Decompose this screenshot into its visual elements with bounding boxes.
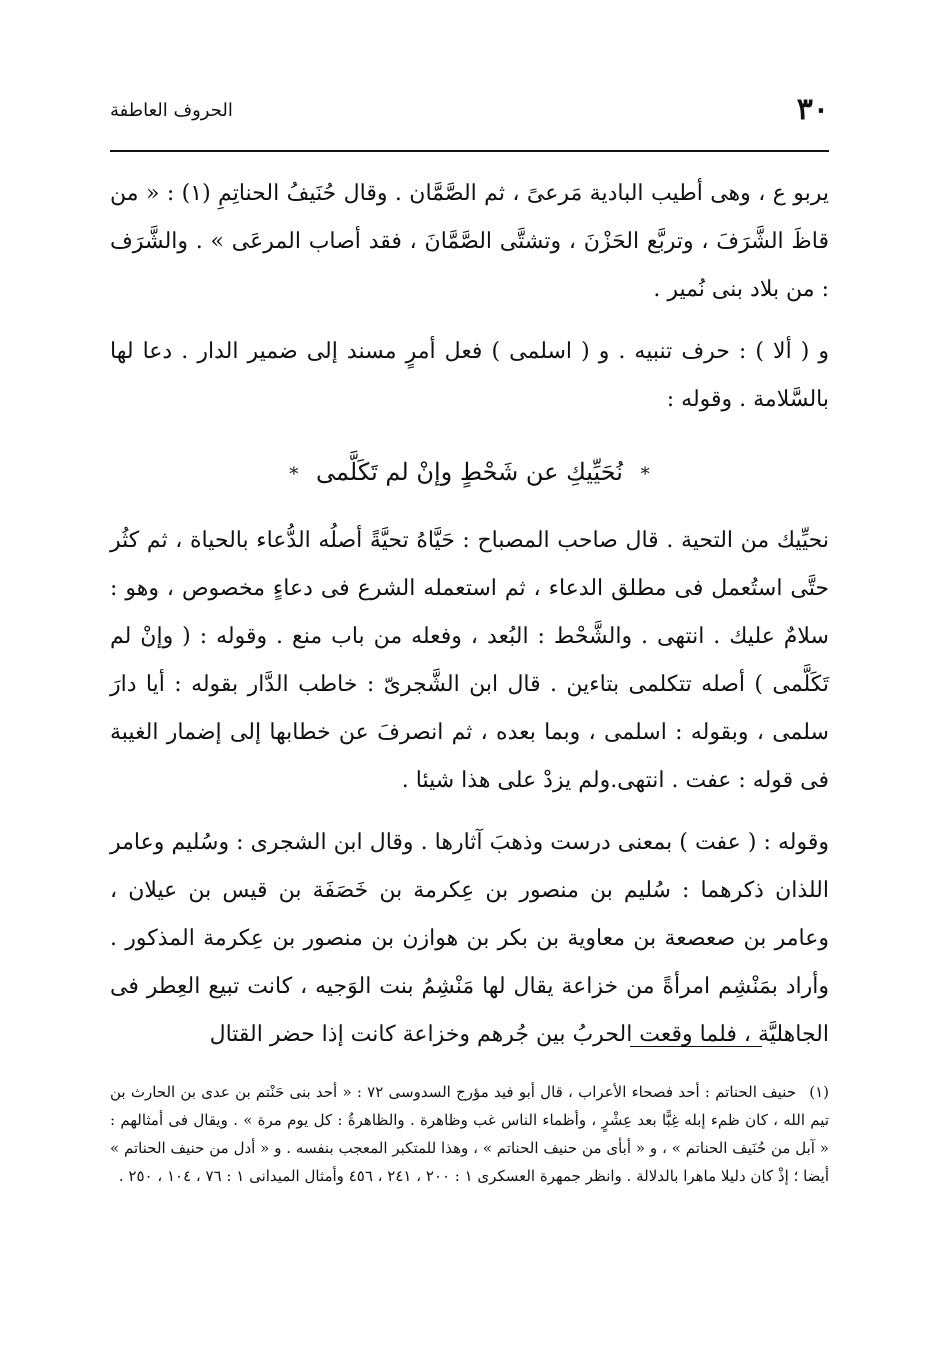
paragraph: و ( ألا ) : حرف تنبيه . و ( اسلمى ) فعل أمرٍ مسند إلى ضمير الدار . دعا لها بالسَّلامة . وقوله : [110,339,829,412]
footnote-rule [630,1046,762,1047]
running-title: الحروف العاطفة [110,100,233,121]
star-ornament: * [640,464,650,485]
header-rule [110,150,829,152]
page-header [110,92,829,140]
footnote-marker: (١) [809,1083,829,1101]
footnote [110,1078,829,1190]
footnote-text: حنيف الحناتم : أحد فصحاء الأعراب ، قال أبو فيد مؤرج السدوسى ٧٢ : « أحد بنى حَنْتم بن عدى بن الحارث بن تيم الله ، كان ظمء إبله غِبًّا بعد عِشْرٍ ، وأظماء الناس غب وظاهرة . والظاهرةُ : كل يوم مرة » . ويقال فى أمثالهم : « آبل من حُنَيف الحناتم » ، و « أبأى من حنيف الحناتم » ، وهذا للمتكبر المعجب بنفسه . و « أدل من حنيف الحناتم » أيضا ؛ إذْ كان دليلا ماهرا بالدلالة . وانظر جمهرة العسكرى ١ : ٢٠٠ ، ٢٤١ ، ٤٥٦ وأمثال الميدانى ١ : ٧٦ ، ١٠٤ ، ٢٥٠ . [110,1083,829,1185]
page-number: ٣٠ [796,92,829,127]
verse-line [110,448,829,499]
verse-text: نُحَيِّيكِ عن شَحْطٍ وإنْ لم تَكَلَّمى [316,458,623,486]
paragraph: وقوله : ( عفت ) بمعنى درست وذهبَ آثارها . وقال ابن الشجرى : وسُليم وعامر اللذان ذكرهما : سُليم بن منصور بن عِكرمة بن خَصَفَة بن قيس بن عيلان ، وعامر بن صعصعة بن معاوية بن بكر بن هوازن بن منصور بن عِكرمة المذكور . وأراد بمَنْشِم امرأةً من خزاعة يقال لها مَنْشِمُ بنت الوَجيه ، كانت تبيع العِطر فى الجاهليَّة ، فلما وقعت الحربُ بين جُرهم وخزاعة كانت إذا حضر القتال [110,830,829,1047]
paragraph: يربو ع ، وهى أطيب البادية مَرعىً ، ثم الصَّمَّان . وقال حُنَيفُ الحناتِمِ (١) : « من قاظَ الشَّرَفَ ، وتربَّع الحَزْنَ ، وتشتَّى الصَّمَّانَ ، فقد أصاب المرعَى » . والشَّرَف : من بلاد بنى نُمير . [110,181,829,302]
star-ornament: * [289,464,299,485]
main-text [110,170,829,1059]
paragraph: نحيِّيك من التحية . قال صاحب المصباح : حَيَّاهُ تحيَّةً أصلُه الدُّعاء بالحياة ، ثم كثُر حتَّى استُعمل فى مطلق الدعاء ، ثم استعمله الشرع فى دعاءٍ مخصوص ، وهو : سلامٌ عليك . انتهى . والشَّحْط : البُعد ، وفعله من باب منع . وقوله : ( وإنْ لم تَكَلَّمى ) أصله تتكلمى بتاءين . قال ابن الشَّجرىّ : خاطب الدَّار بقوله : أيا دارَ سلمى ، وبقوله : اسلمى ، وبما بعده ، ثم انصرفَ عن خطابها إلى إضمار الغيبة فى قوله : عفت . انتهى.ولم يزدْ على هذا شيئا . [110,528,829,793]
